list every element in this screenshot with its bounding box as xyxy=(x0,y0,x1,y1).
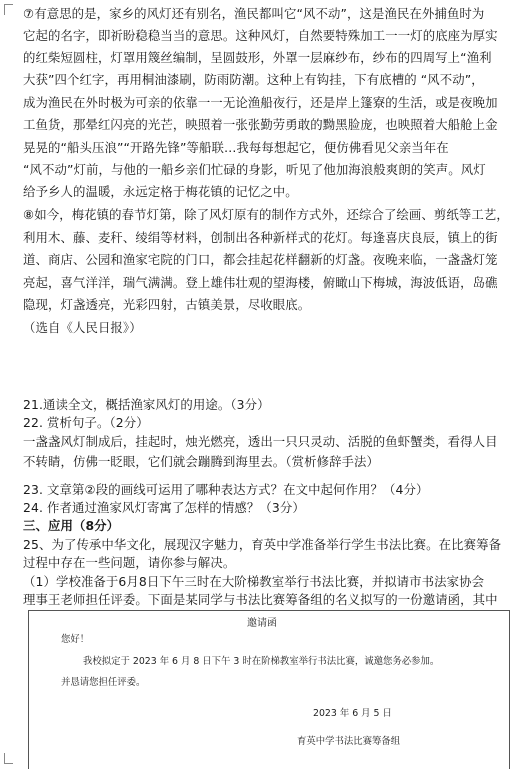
passage-line: 大获”四个红字，再用桐油漆刷，防雨防潮。这种上有钩挂，下有底槽的 “风不动”， xyxy=(23,72,484,87)
question-25-text: 25、为了传承中华文化，展现汉字魅力，育英中学准备举行学生书法比赛。在比赛筹备 xyxy=(23,537,502,552)
question-22: 22. 赏析句子。（2分） xyxy=(23,415,149,430)
question-21: 21.通读全文，概括渔家风灯的用途。（3分） xyxy=(23,397,270,412)
section-heading: 三、应用（8分） xyxy=(23,518,120,533)
question-25-sub1: （1）学校准备于6月8日下午三时在大阶梯教室举行书法比赛，并拟请市书法家协会 xyxy=(23,574,485,589)
passage-line: 道、商店、公园和渔家宅院的门口，都会挂起花样翻新的灯盏。夜晚来临，一盏盏灯笼 xyxy=(23,252,498,267)
passage-line: 工鱼货，那晕红闪亮的光芒，映照着一张张勤劳勇敢的黝黑脸庞，也映照着大船舱上金 xyxy=(23,117,498,132)
passage-line: 成为渔民在外时极为可亲的依靠一一无论渔船夜行，还是岸上篷寮的生活，或是夜晚加 xyxy=(23,95,498,110)
question-22-text: 不转睛，仿佛一眨眼，它们就会蹦腾到海里去。（赏析修辞手法） xyxy=(23,454,380,469)
question-24: 24. 作者通过渔家风灯寄寓了怎样的情感？（3分） xyxy=(23,500,305,515)
question-25-text: 过程中存在一些问题，请你参与解决。 xyxy=(23,555,236,570)
passage-source: （选自《人民日报》） xyxy=(23,320,142,335)
passage-line: 晃晃的“船头压浪”“开路先锋”等船联…我每每想起它，便仿佛看见父亲当年在 xyxy=(23,140,449,155)
letter-signature: 育英中学书法比赛筹备组 xyxy=(297,736,401,747)
passage-line: ⑧如今，梅花镇的春节灯第，除了风灯原有的制作方式外，还综合了绘画、剪纸等工艺， xyxy=(23,207,509,222)
passage-line: 给予乡人的温暖，永远定格于梅花镇的记忆之中。 xyxy=(23,184,298,199)
passage-line: 的红柴短圆柱，灯罩用篾丝编制，呈圆鼓形，外罩一层麻纱布，纱布的四周写上“渔利 xyxy=(23,50,492,65)
passage-line: 它起的名字，即祈盼稳稳当当的意思。这种风灯，自然要特殊加工一一灯的底座为厚实 xyxy=(23,28,498,43)
scan-corner-mark xyxy=(4,4,13,15)
letter-title: 邀请函 xyxy=(247,618,277,629)
letter-greeting: 您好！ xyxy=(61,634,90,645)
passage-line: 隐现，灯盏透亮，光彩四射，古镇美景，尽收眼底。 xyxy=(23,297,311,312)
invitation-letter-box xyxy=(28,610,510,769)
question-25-sub1: 理事王老师担任评委。下面是某同学与书法比赛筹备组的名义拟写的一份邀请函，其中 xyxy=(23,592,498,607)
scan-corner-mark-bottom xyxy=(4,753,13,764)
letter-body: 并恳请您担任评委。 xyxy=(61,677,146,688)
letter-body: 我校拟定于 2023 年 6 月 8 日下午 3 时在阶梯教室举行书法比赛，诚邀您务必参加。 xyxy=(83,656,440,667)
passage-line: ⑦有意思的是，家乡的风灯还有别名，渔民都叫它“风不动”，这是渔民在外捕鱼时为 xyxy=(23,6,485,21)
passage-line: 利用木、藤、麦秆、绫绢等材料，创制出各种新样式的花灯。每逢喜庆良辰，镇上的街 xyxy=(23,230,498,245)
question-23: 23. 文章第②段的画线可运用了哪种表达方式？在文中起何作用？（4分） xyxy=(23,482,429,497)
passage-line: “风不动”灯前，与他的一船乡亲们忙碌的身影，听见了他加海浪般爽朗的笑声。风灯 xyxy=(23,162,486,177)
passage-line: 亮起，喜气洋洋，瑞气满满。登上雄伟壮观的望海楼，俯瞰山下梅城，海波低语，岛礁 xyxy=(23,275,498,290)
letter-date: 2023 年 6 月 5 日 xyxy=(313,708,392,719)
question-22-text: 一盏盏风灯制成后，挂起时，烛光燃亮，透出一只只灵动、活脱的鱼虾蟹类，看得人目 xyxy=(23,434,498,449)
